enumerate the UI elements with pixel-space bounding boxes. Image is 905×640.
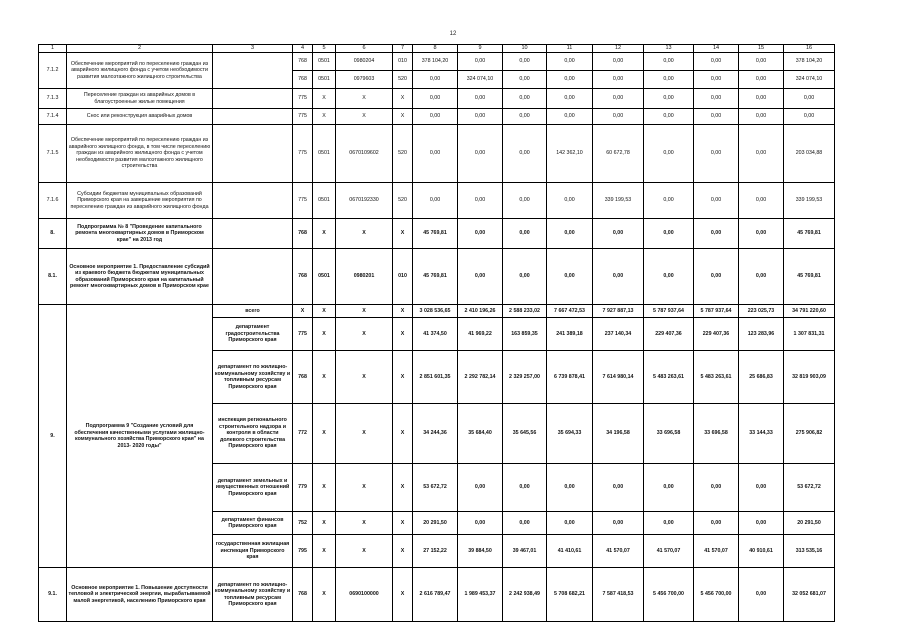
column-header-7: 7 — [393, 45, 413, 53]
value-cell: 34 244,36 — [413, 404, 458, 464]
value-cell: 0,00 — [593, 89, 644, 109]
row-name: Переселение граждан из аварийных домов в благоустроенные жилые помещения — [67, 89, 213, 109]
value-cell: 0,00 — [547, 512, 593, 535]
value-cell: 0,00 — [739, 512, 784, 535]
value-cell: X — [336, 305, 393, 318]
value-cell: X — [393, 318, 413, 351]
value-cell: 203 034,88 — [784, 125, 835, 183]
value-cell: X — [393, 305, 413, 318]
value-cell: 0,00 — [547, 109, 593, 125]
value-cell: X — [313, 219, 336, 249]
value-cell: 0,00 — [503, 464, 547, 512]
value-cell: 0,00 — [413, 125, 458, 183]
value-cell: 7 667 472,53 — [547, 305, 593, 318]
value-cell: 0,00 — [503, 89, 547, 109]
executor-cell: департамент финансов Приморского края — [213, 512, 293, 535]
executor-cell: департамент по жилищно-коммунальному хозяйству и топливным ресурсам Приморского края — [213, 351, 293, 404]
executor-cell — [213, 249, 293, 305]
table-row — [39, 305, 835, 318]
value-cell: 5 787 937,64 — [644, 305, 694, 318]
column-header-10: 10 — [503, 45, 547, 53]
value-cell: 0,00 — [694, 183, 739, 219]
value-cell: 32 052 681,07 — [784, 568, 835, 622]
value-cell: 775 — [293, 125, 313, 183]
column-header-4: 4 — [293, 45, 313, 53]
value-cell: 2 329 257,00 — [503, 351, 547, 404]
value-cell: 010 — [393, 53, 413, 71]
row-name: Субсидии бюджетам муниципальных образований Приморского края на завершение мероприятия по переселению граждан из аварийного жилищного фонда — [67, 183, 213, 219]
value-cell: 41 374,50 — [413, 318, 458, 351]
value-cell: 39 884,50 — [458, 535, 503, 568]
column-header-5: 5 — [313, 45, 336, 53]
value-cell: X — [336, 219, 393, 249]
value-cell: 0,00 — [694, 109, 739, 125]
value-cell: 0,00 — [739, 249, 784, 305]
value-cell: X — [336, 464, 393, 512]
value-cell: 324 074,10 — [784, 71, 835, 89]
row-name: Обеспечение мероприятий по переселению граждан из аварийного жилищного фонда, в том числе переселению граждан из аварийного жилищного фонда с учетом необходимости развития малоэтажного жилищного строительства — [67, 125, 213, 183]
value-cell: 41 570,07 — [644, 535, 694, 568]
value-cell: 0,00 — [694, 219, 739, 249]
value-cell: X — [336, 89, 393, 109]
value-cell: 1 307 831,31 — [784, 318, 835, 351]
value-cell: 0,00 — [458, 219, 503, 249]
value-cell: 163 859,35 — [503, 318, 547, 351]
value-cell: 35 645,56 — [503, 404, 547, 464]
table-row — [39, 109, 835, 125]
row-name: Подпрограмма № 8 "Проведение капитального ремонта многоквартирных домов в Приморском крае" на 2013 год — [67, 219, 213, 249]
table-row — [39, 53, 835, 71]
value-cell: 142 362,10 — [547, 125, 593, 183]
value-cell: 0,00 — [694, 53, 739, 71]
value-cell: X — [313, 568, 336, 622]
executor-cell — [213, 125, 293, 183]
value-cell: 752 — [293, 512, 313, 535]
value-cell: 45 769,81 — [784, 219, 835, 249]
value-cell: 768 — [293, 71, 313, 89]
value-cell: 35 684,40 — [458, 404, 503, 464]
value-cell: 0,00 — [644, 109, 694, 125]
table-row — [39, 125, 835, 183]
value-cell: 768 — [293, 249, 313, 305]
value-cell: 0,00 — [503, 249, 547, 305]
value-cell: 0,00 — [547, 219, 593, 249]
value-cell: 324 074,10 — [458, 71, 503, 89]
value-cell: 45 769,81 — [413, 219, 458, 249]
column-header-11: 11 — [547, 45, 593, 53]
value-cell: 775 — [293, 89, 313, 109]
value-cell: 0,00 — [644, 183, 694, 219]
value-cell: 0,00 — [694, 89, 739, 109]
value-cell: 40 910,61 — [739, 535, 784, 568]
value-cell: 0,00 — [547, 71, 593, 89]
column-header-6: 6 — [336, 45, 393, 53]
value-cell: 0,00 — [593, 109, 644, 125]
value-cell: 0690100000 — [336, 568, 393, 622]
row-number: 7.1.2 — [39, 53, 67, 89]
value-cell: 0,00 — [644, 71, 694, 89]
value-cell: 0501 — [313, 125, 336, 183]
executor-cell: департамент земельных и имущественных отношений Приморского края — [213, 464, 293, 512]
value-cell: X — [313, 351, 336, 404]
row-number: 9.1. — [39, 568, 67, 622]
value-cell: 45 769,81 — [413, 249, 458, 305]
table-row — [39, 89, 835, 109]
value-cell: 32 819 903,09 — [784, 351, 835, 404]
value-cell: 0,00 — [644, 512, 694, 535]
value-cell: 20 291,50 — [784, 512, 835, 535]
value-cell: X — [393, 464, 413, 512]
row-name: Обеспечение мероприятий по переселению граждан из аварийного жилищного фонда с учетом необходимости развития малоэтажного жилищного строительства — [67, 53, 213, 89]
row-number: 7.1.4 — [39, 109, 67, 125]
value-cell: 0,00 — [413, 109, 458, 125]
value-cell: 2 851 601,35 — [413, 351, 458, 404]
column-header-12: 12 — [593, 45, 644, 53]
value-cell: 0,00 — [593, 249, 644, 305]
value-cell: 0,00 — [644, 464, 694, 512]
value-cell: X — [393, 219, 413, 249]
value-cell: 39 467,01 — [503, 535, 547, 568]
value-cell: 0,00 — [644, 125, 694, 183]
value-cell: 0,00 — [503, 512, 547, 535]
value-cell: 33 144,33 — [739, 404, 784, 464]
column-header-3: 3 — [213, 45, 293, 53]
value-cell: 237 140,34 — [593, 318, 644, 351]
value-cell: X — [313, 89, 336, 109]
value-cell: 0,00 — [547, 249, 593, 305]
value-cell: 0,00 — [503, 71, 547, 89]
value-cell: 6 739 878,41 — [547, 351, 593, 404]
value-cell: X — [313, 404, 336, 464]
value-cell: 0,00 — [458, 53, 503, 71]
value-cell: 0,00 — [458, 464, 503, 512]
column-header-8: 8 — [413, 45, 458, 53]
value-cell: 0,00 — [739, 464, 784, 512]
column-header-13: 13 — [644, 45, 694, 53]
value-cell: 1 989 453,37 — [458, 568, 503, 622]
value-cell: 0,00 — [503, 125, 547, 183]
value-cell: 0,00 — [694, 249, 739, 305]
value-cell: 0,00 — [644, 53, 694, 71]
value-cell: X — [393, 351, 413, 404]
value-cell: X — [313, 535, 336, 568]
value-cell: 2 616 789,47 — [413, 568, 458, 622]
value-cell: 0,00 — [593, 219, 644, 249]
value-cell: 378 104,20 — [784, 53, 835, 71]
value-cell: 20 291,50 — [413, 512, 458, 535]
value-cell: 123 283,96 — [739, 318, 784, 351]
value-cell: 0,00 — [739, 568, 784, 622]
value-cell: X — [336, 351, 393, 404]
value-cell: 2 242 938,49 — [503, 568, 547, 622]
value-cell: 0,00 — [547, 89, 593, 109]
value-cell: 0501 — [313, 71, 336, 89]
value-cell: 775 — [293, 109, 313, 125]
value-cell: 0980201 — [336, 249, 393, 305]
value-cell: 0,00 — [413, 71, 458, 89]
value-cell: 229 407,36 — [694, 318, 739, 351]
value-cell: X — [313, 318, 336, 351]
value-cell: 0979603 — [336, 71, 393, 89]
value-cell: 41 570,07 — [593, 535, 644, 568]
column-header-1: 1 — [39, 45, 67, 53]
value-cell: 779 — [293, 464, 313, 512]
row-name: Снос или реконструкция аварийных домов — [67, 109, 213, 125]
value-cell: 0,00 — [547, 464, 593, 512]
value-cell: 0501 — [313, 53, 336, 71]
executor-cell — [213, 109, 293, 125]
value-cell: 33 696,58 — [644, 404, 694, 464]
value-cell: 0,00 — [503, 219, 547, 249]
row-number: 8.1. — [39, 249, 67, 305]
value-cell: 53 672,72 — [784, 464, 835, 512]
executor-cell — [213, 183, 293, 219]
value-cell: X — [393, 535, 413, 568]
value-cell: 0670192330 — [336, 183, 393, 219]
value-cell: 0,00 — [739, 109, 784, 125]
value-cell: 0,00 — [644, 219, 694, 249]
value-cell: 0,00 — [739, 71, 784, 89]
value-cell: X — [393, 568, 413, 622]
value-cell: 0,00 — [503, 183, 547, 219]
value-cell: 339 199,53 — [593, 183, 644, 219]
value-cell: 520 — [393, 183, 413, 219]
value-cell: 0,00 — [413, 89, 458, 109]
value-cell: 7 927 887,13 — [593, 305, 644, 318]
value-cell: 0,00 — [593, 512, 644, 535]
column-header-16: 16 — [784, 45, 835, 53]
value-cell: 5 483 263,61 — [644, 351, 694, 404]
value-cell: 010 — [393, 249, 413, 305]
value-cell: 241 389,18 — [547, 318, 593, 351]
value-cell: 60 672,78 — [593, 125, 644, 183]
value-cell: 0,00 — [458, 183, 503, 219]
value-cell: 0,00 — [458, 249, 503, 305]
value-cell: 5 708 682,21 — [547, 568, 593, 622]
value-cell: X — [336, 318, 393, 351]
value-cell: X — [393, 404, 413, 464]
value-cell: 0,00 — [547, 53, 593, 71]
value-cell: 0,00 — [458, 89, 503, 109]
value-cell: X — [313, 109, 336, 125]
value-cell: 0,00 — [739, 219, 784, 249]
value-cell: 0,00 — [503, 109, 547, 125]
value-cell: 0670109602 — [336, 125, 393, 183]
row-name: Основное мероприятие 1. Повышение доступности тепловой и электрической энергии, вырабатываемой малой энергетикой, населению Приморского края — [67, 568, 213, 622]
value-cell: 5 456 700,00 — [644, 568, 694, 622]
value-cell: 223 025,73 — [739, 305, 784, 318]
value-cell: 7 614 980,14 — [593, 351, 644, 404]
value-cell: 0,00 — [644, 89, 694, 109]
executor-cell — [213, 53, 293, 89]
value-cell: 0,00 — [547, 183, 593, 219]
value-cell: 2 292 782,14 — [458, 351, 503, 404]
value-cell: 45 769,81 — [784, 249, 835, 305]
value-cell: 768 — [293, 568, 313, 622]
executor-cell — [213, 89, 293, 109]
value-cell: 34 196,58 — [593, 404, 644, 464]
value-cell: X — [293, 305, 313, 318]
page-number: 12 — [449, 31, 457, 37]
value-cell: 768 — [293, 53, 313, 71]
executor-cell: департамент градостроительства Приморского края — [213, 318, 293, 351]
value-cell: 775 — [293, 318, 313, 351]
value-cell: X — [336, 109, 393, 125]
value-cell: 0,00 — [784, 89, 835, 109]
value-cell: 0,00 — [458, 512, 503, 535]
value-cell: 3 028 536,65 — [413, 305, 458, 318]
value-cell: X — [393, 89, 413, 109]
value-cell: 520 — [393, 125, 413, 183]
value-cell: 5 483 263,61 — [694, 351, 739, 404]
column-header-2: 2 — [67, 45, 213, 53]
value-cell: X — [313, 464, 336, 512]
value-cell: 313 535,16 — [784, 535, 835, 568]
table-row — [39, 183, 835, 219]
value-cell: 0,00 — [739, 125, 784, 183]
column-header-14: 14 — [694, 45, 739, 53]
value-cell: 41 410,61 — [547, 535, 593, 568]
value-cell: 0501 — [313, 249, 336, 305]
value-cell: 0,00 — [644, 249, 694, 305]
value-cell: 0,00 — [503, 53, 547, 71]
value-cell: 0,00 — [694, 464, 739, 512]
column-header-15: 15 — [739, 45, 784, 53]
row-name: Подпрограмма 9 "Создание условий для обеспечения качественными услугами жилищно-коммунального хозяйства Приморского края" на 2013- 2020 годы" — [67, 305, 213, 568]
value-cell: 0,00 — [593, 53, 644, 71]
value-cell: 5 787 937,64 — [694, 305, 739, 318]
value-cell: 0,00 — [593, 464, 644, 512]
value-cell: 0501 — [313, 183, 336, 219]
value-cell: 27 152,22 — [413, 535, 458, 568]
value-cell: 0,00 — [694, 71, 739, 89]
value-cell: 0,00 — [413, 183, 458, 219]
value-cell: X — [336, 535, 393, 568]
value-cell: 768 — [293, 351, 313, 404]
executor-cell: государственная жилищная инспекция Приморского края — [213, 535, 293, 568]
row-number: 7.1.5 — [39, 125, 67, 183]
value-cell: X — [393, 512, 413, 535]
value-cell: 275 906,82 — [784, 404, 835, 464]
value-cell: X — [393, 109, 413, 125]
value-cell: 0,00 — [694, 512, 739, 535]
row-number: 7.1.3 — [39, 89, 67, 109]
value-cell: 339 199,53 — [784, 183, 835, 219]
value-cell: 0,00 — [784, 109, 835, 125]
row-number: 7.1.6 — [39, 183, 67, 219]
executor-cell: департамент по жилищно-коммунальному хозяйству и топливным ресурсам Приморского края — [213, 568, 293, 622]
value-cell: 795 — [293, 535, 313, 568]
value-cell: 768 — [293, 219, 313, 249]
value-cell: 7 587 418,53 — [593, 568, 644, 622]
value-cell: 378 104,20 — [413, 53, 458, 71]
value-cell: 53 672,72 — [413, 464, 458, 512]
value-cell: 772 — [293, 404, 313, 464]
executor-cell — [213, 219, 293, 249]
value-cell: 2 410 196,26 — [458, 305, 503, 318]
value-cell: 5 456 700,00 — [694, 568, 739, 622]
value-cell: 33 696,58 — [694, 404, 739, 464]
row-number: 8. — [39, 219, 67, 249]
value-cell: 41 969,22 — [458, 318, 503, 351]
row-number: 9. — [39, 305, 67, 568]
value-cell: 25 686,83 — [739, 351, 784, 404]
value-cell: 41 570,07 — [694, 535, 739, 568]
value-cell: 229 407,36 — [644, 318, 694, 351]
value-cell: 0,00 — [739, 53, 784, 71]
value-cell: 2 588 233,02 — [503, 305, 547, 318]
value-cell: X — [336, 404, 393, 464]
value-cell: 0,00 — [739, 89, 784, 109]
budget-table — [38, 44, 835, 622]
table-row — [39, 249, 835, 305]
column-header-9: 9 — [458, 45, 503, 53]
row-name: Основное мероприятие 1. Предоставление субсидий из краевого бюджета бюджетам муниципальных образований Приморского края на капитальный ремонт многоквартирных домов в Приморском крае — [67, 249, 213, 305]
value-cell: 0980204 — [336, 53, 393, 71]
value-cell: X — [313, 305, 336, 318]
value-cell: 0,00 — [458, 125, 503, 183]
value-cell: X — [336, 512, 393, 535]
value-cell: 0,00 — [458, 109, 503, 125]
value-cell: 0,00 — [739, 183, 784, 219]
table-row — [39, 45, 835, 53]
value-cell: 35 694,33 — [547, 404, 593, 464]
value-cell: 34 791 220,60 — [784, 305, 835, 318]
executor-cell: инспекция регионального строительного надзора и контроля в области долевого строительства Приморского края — [213, 404, 293, 464]
value-cell: 775 — [293, 183, 313, 219]
value-cell: 0,00 — [694, 125, 739, 183]
value-cell: X — [313, 512, 336, 535]
table-row — [39, 568, 835, 622]
value-cell: 0,00 — [593, 71, 644, 89]
value-cell: 520 — [393, 71, 413, 89]
executor-cell: всего — [213, 305, 293, 318]
table-row — [39, 219, 835, 249]
